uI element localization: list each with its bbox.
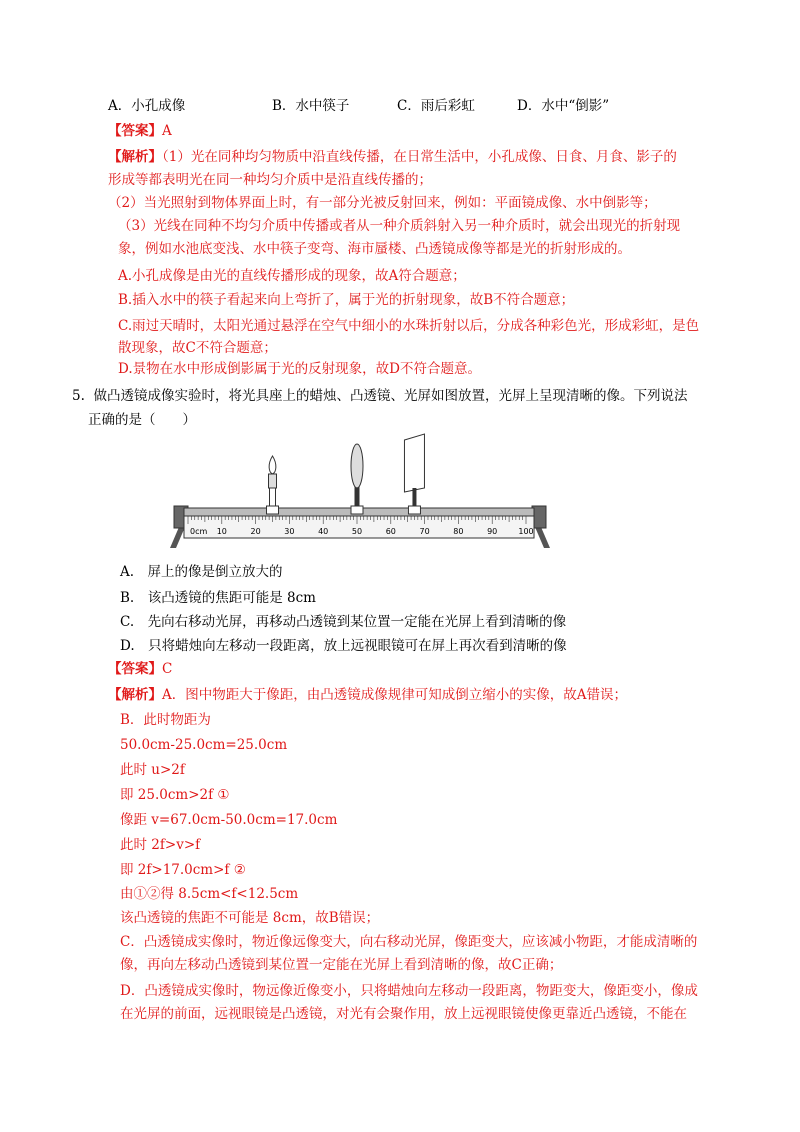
- q5-analysis-line-2: B．此时物距为: [120, 712, 211, 728]
- q5-option-d: D. 只将蜡烛向左移动一段距离，放上远视眼镜可在屏上再次看到清晰的像: [120, 638, 567, 654]
- q4-option-b: B．水中筷子: [272, 98, 350, 114]
- q4-answer: [108, 121, 172, 141]
- q5-analysis-line-9: 由①②得 8.5cm<f<12.5cm: [120, 886, 299, 902]
- q5-analysis-line-14: 在光屏的前面，远视眼镜是凸透镜，对光有会聚作用，放上远视眼镜使像更靠近凸透镜，不能在: [120, 1006, 687, 1022]
- q4-analysis-line-7: B.插入水中的筷子看起来向上弯折了，属于光的折射现象，故B不符合题意；: [118, 292, 575, 308]
- answer-value: C: [162, 661, 173, 677]
- ruler-tick-label: 80: [453, 527, 464, 536]
- answer-value: A: [162, 123, 172, 139]
- ruler-tick-label: 100: [518, 527, 534, 536]
- ruler-tick-label: 30: [284, 527, 295, 536]
- analysis-label: 【解析】: [108, 687, 162, 703]
- q4-analysis-line-3: （2）当光照射到物体界面上时，有一部分光被反射回来，例如：平面镜成像、水中倒影等；: [108, 195, 657, 211]
- q5-analysis-line-3: 50.0cm-25.0cm=25.0cm: [120, 737, 288, 753]
- q5-option-c: C. 先向右移动光屏，再移动凸透镜到某位置一定能在光屏上看到清晰的像: [120, 614, 567, 630]
- candle: [267, 456, 279, 514]
- right-stand: [532, 506, 550, 548]
- q5-stem-line-1: [72, 386, 687, 406]
- q5-analysis-line-12: 像，再向左移动凸透镜到某位置一定能在光屏上看到清晰的像，故C正确；: [120, 957, 563, 973]
- q5-answer: [108, 659, 172, 679]
- q4-analysis-line-5: 象，例如水池底变浅、水中筷子变弯、海市蜃楼、凸透镜成像等都是光的折射形成的。: [118, 241, 631, 257]
- ruler-tick-label: 60: [385, 527, 396, 536]
- q5-analysis-line-6: 像距 v=67.0cm-50.0cm=17.0cm: [120, 812, 338, 828]
- ruler-tick-label: 70: [419, 527, 430, 536]
- analysis-text: A．图中物距大于像距，由凸透镜成像规律可知成倒立缩小的实像，故A错误；: [162, 687, 627, 703]
- ruler-tick-label: 50: [351, 527, 363, 536]
- q4-option-c: C．雨后彩虹: [397, 98, 475, 114]
- q5-analysis-line-8: 即 2f>17.0cm>f ②: [120, 862, 246, 878]
- q5-analysis-line-5: 即 25.0cm>2f ①: [120, 787, 230, 803]
- q5-analysis-line-1: [108, 685, 627, 705]
- q4-analysis-line-9: 散现象，故C不符合题意；: [118, 340, 277, 356]
- q5-option-b: B. 该凸透镜的焦距可能是 8cm: [120, 590, 316, 606]
- optical-bench-figure: [160, 430, 560, 560]
- q5-analysis-line-7: 此时 2f>v>f: [120, 837, 201, 853]
- convex-lens: [351, 444, 363, 514]
- q4-option-a: A．小孔成像: [108, 98, 186, 114]
- q5-option-a: A. 屏上的像是倒立放大的: [120, 564, 283, 580]
- q5-analysis-line-13: D．凸透镜成实像时，物远像近像变小，只将蜡烛向左移动一段距离，物距变大，像距变小，像成: [120, 983, 698, 999]
- q5-analysis-line-10: 该凸透镜的焦距不可能是 8cm，故B错误；: [120, 910, 380, 926]
- q4-analysis-line-1: [108, 147, 677, 167]
- analysis-text: （1）光在同种均匀物质中沿直线传播，在日常生活中，小孔成像、日食、月食、影子的: [162, 149, 677, 165]
- q5-number: 5.: [72, 388, 85, 404]
- q5-stem-text: 做凸透镜成像实验时，将光具座上的蜡烛、凸透镜、光屏如图放置，光屏上呈现清晰的像。下列说法: [93, 388, 688, 404]
- q4-analysis-line-6: A.小孔成像是由光的直线传播形成的现象，故A符合题意；: [118, 268, 466, 284]
- analysis-label: 【解析】: [108, 149, 162, 165]
- answer-label: 【答案】: [108, 123, 162, 139]
- q5-stem-line-2: 正确的是（ ）: [88, 412, 196, 428]
- q4-analysis-line-10: D.景物在水中形成倒影属于光的反射现象，故D不符合题意。: [118, 361, 481, 377]
- q4-analysis-line-2: 形成等都表明光在同一种均匀介质中是沿直线传播的；: [108, 172, 432, 188]
- q4-option-d: D．水中“倒影”: [517, 98, 610, 114]
- q4-analysis-line-8: C.雨过天晴时，太阳光通过悬浮在空气中细小的水珠折射以后，分成各种彩色光，形成彩虹，是色: [118, 318, 700, 334]
- ruler-tick-label: 20: [250, 527, 261, 536]
- q5-analysis-line-11: C．凸透镜成实像时，物近像远像变大，向右移动光屏，像距变大，应该减小物距，才能成清晰的: [120, 934, 698, 950]
- q5-analysis-line-4: 此时 u>2f: [120, 762, 185, 778]
- answer-label: 【答案】: [108, 661, 162, 677]
- q4-analysis-line-4: （3）光线在同种不均匀介质中传播或者从一种介质斜射入另一种介质时，就会出现光的折射现: [118, 218, 681, 234]
- ruler-tick-label: 10: [216, 527, 227, 536]
- ruler-tick-label: 90: [487, 527, 498, 536]
- ruler-tick-label: 0cm: [190, 527, 208, 536]
- light-screen: [404, 434, 424, 514]
- ruler-tick-label: 40: [318, 527, 329, 536]
